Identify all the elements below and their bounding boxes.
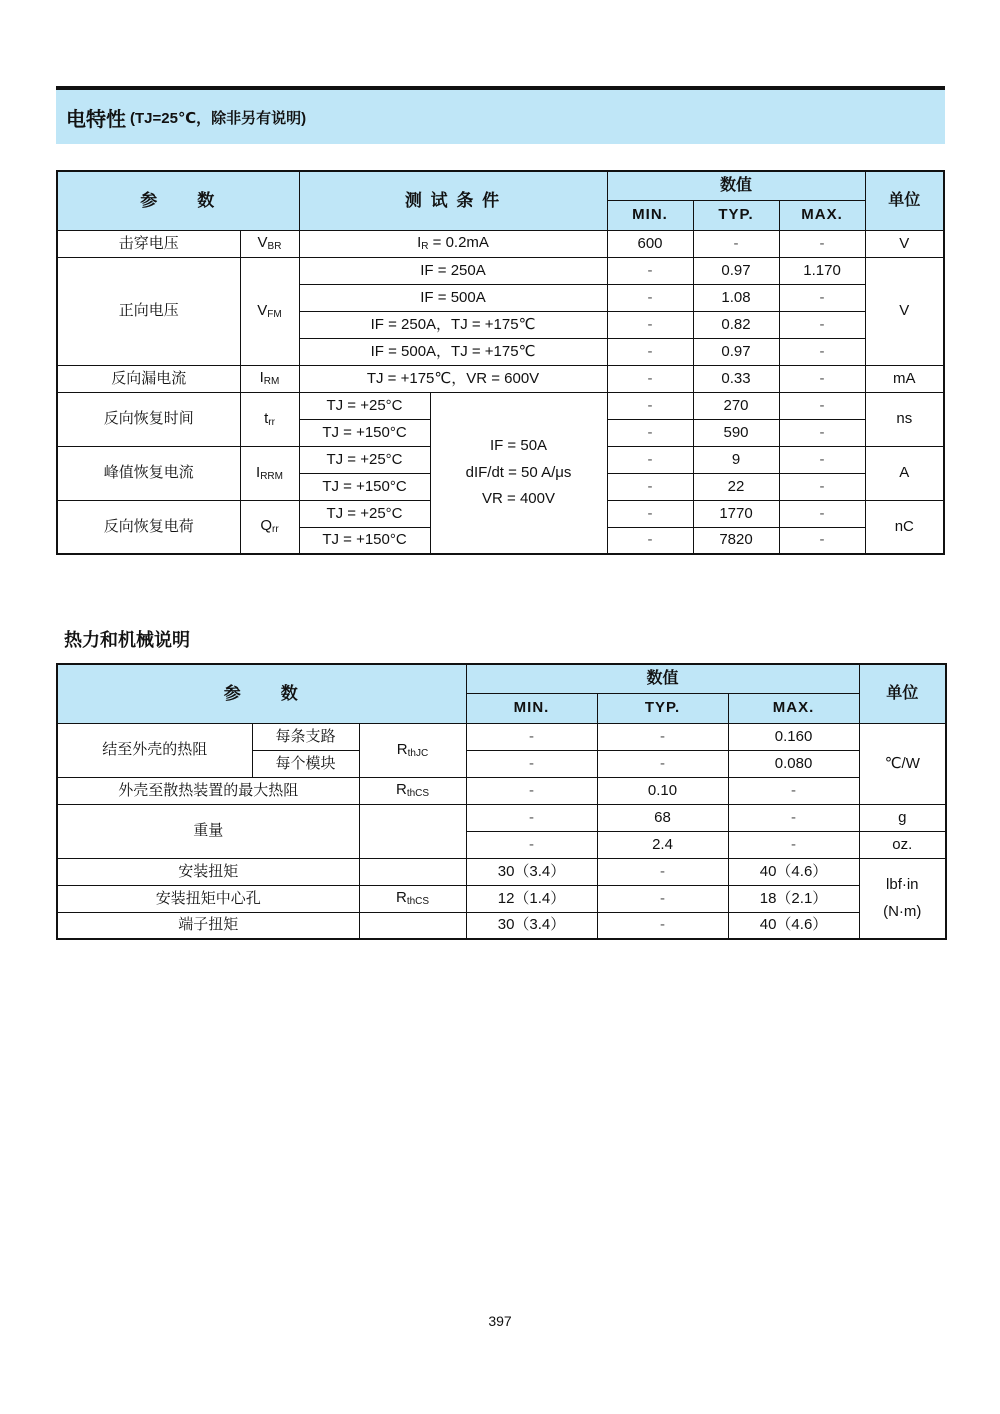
value-typ: 2.4 xyxy=(597,831,728,858)
value-typ: - xyxy=(597,723,728,750)
value-max: 40（4.6） xyxy=(728,912,859,939)
test-condition: IF = 250A，TJ = +175℃ xyxy=(299,311,607,338)
param-name: 端子扭矩 xyxy=(57,912,359,939)
value-min: - xyxy=(607,257,693,284)
unit: V xyxy=(865,230,944,257)
value-max: - xyxy=(779,338,865,365)
test-condition: $I_R = 0.2mA$ xyxy=(299,230,607,257)
value-typ: 68 xyxy=(597,804,728,831)
temperature-condition: TJ = +150°C xyxy=(299,473,430,500)
param-name: 结至外壳的热阻 xyxy=(57,723,252,777)
value-typ: - xyxy=(693,230,779,257)
value-min: - xyxy=(607,473,693,500)
param-symbol: $I_{RM}$ xyxy=(240,365,299,392)
unit: lbf·in (N·m) xyxy=(859,858,946,939)
header-max: MAX. xyxy=(779,200,865,230)
value-max: 40（4.6） xyxy=(728,858,859,885)
section-condition: (TJ=25℃，除非另有说明) xyxy=(130,109,307,127)
value-max: - xyxy=(779,527,865,554)
param-symbol: $I_{RRM}$ xyxy=(240,446,299,500)
value-typ: 0.33 xyxy=(693,365,779,392)
value-typ: - xyxy=(597,885,728,912)
value-max: - xyxy=(779,473,865,500)
value-min: - xyxy=(607,338,693,365)
value-min: - xyxy=(466,804,597,831)
value-min: 30（3.4） xyxy=(466,912,597,939)
value-max: - xyxy=(728,831,859,858)
unit: V xyxy=(865,257,944,365)
thermal-table xyxy=(56,663,947,940)
value-max: 0.080 xyxy=(728,750,859,777)
value-min: 600 xyxy=(607,230,693,257)
header-param: 参 数 xyxy=(57,664,466,723)
value-min: - xyxy=(607,527,693,554)
header-min: MIN. xyxy=(466,693,597,723)
param-name: 反向漏电流 xyxy=(57,365,240,392)
table-row xyxy=(57,230,944,257)
param-name: 正向电压 xyxy=(57,257,240,365)
value-min: - xyxy=(607,392,693,419)
param-symbol: $V_{FM}$ xyxy=(240,257,299,365)
section-title: 电特性 xyxy=(66,108,126,131)
value-max: - xyxy=(779,446,865,473)
value-max: 0.160 xyxy=(728,723,859,750)
value-typ: 270 xyxy=(693,392,779,419)
table-row xyxy=(57,365,944,392)
value-typ: 22 xyxy=(693,473,779,500)
value-min: - xyxy=(466,723,597,750)
electrical-table xyxy=(56,170,945,555)
param-name: 反向恢复电荷 xyxy=(57,500,240,554)
test-condition: IF = 500A xyxy=(299,284,607,311)
param-name: 安装扭矩中心孔 xyxy=(57,885,359,912)
value-typ: - xyxy=(597,750,728,777)
value-typ: 1770 xyxy=(693,500,779,527)
value-max: 1.170 xyxy=(779,257,865,284)
param-symbol xyxy=(359,912,466,939)
page-number: 397 xyxy=(488,1313,512,1329)
value-min: - xyxy=(607,311,693,338)
param-name: 重量 xyxy=(57,804,359,858)
table-row xyxy=(57,858,946,885)
value-min: - xyxy=(466,750,597,777)
header-typ: TYP. xyxy=(693,200,779,230)
temperature-condition: TJ = +25°C xyxy=(299,500,430,527)
param-symbol: $R_{thJC}$ xyxy=(359,723,466,777)
header-param: 参 数 xyxy=(57,171,299,230)
value-min: - xyxy=(607,419,693,446)
table-row xyxy=(57,777,946,804)
table-row xyxy=(57,723,946,750)
unit: oz. xyxy=(859,831,946,858)
param-name: 击穿电压 xyxy=(57,230,240,257)
table-row xyxy=(57,392,944,419)
value-max: - xyxy=(779,284,865,311)
table-row xyxy=(57,885,946,912)
value-min: - xyxy=(466,777,597,804)
recovery-test-condition: IF = 50A dIF/dt = 50 A/μs VR = 400V xyxy=(430,392,607,554)
header-value: 数值 xyxy=(607,171,865,200)
param-symbol: $Q_{rr}$ xyxy=(240,500,299,554)
unit: nC xyxy=(865,500,944,554)
test-condition: IF = 500A，TJ = +175℃ xyxy=(299,338,607,365)
value-min: - xyxy=(607,500,693,527)
param-symbol: $R_{thCS}$ xyxy=(359,885,466,912)
temperature-condition: TJ = +25°C xyxy=(299,446,430,473)
value-typ: 7820 xyxy=(693,527,779,554)
param-symbol: $V_{BR}$ xyxy=(240,230,299,257)
value-typ: 0.97 xyxy=(693,338,779,365)
param-symbol: $t_{rr}$ xyxy=(240,392,299,446)
value-typ: 1.08 xyxy=(693,284,779,311)
param-name: 峰值恢复电流 xyxy=(57,446,240,500)
value-min: - xyxy=(466,831,597,858)
unit: g xyxy=(859,804,946,831)
header-unit: 单位 xyxy=(865,171,944,230)
temperature-condition: TJ = +150°C xyxy=(299,527,430,554)
test-condition: IF = 250A xyxy=(299,257,607,284)
param-symbol: $R_{thCS}$ xyxy=(359,777,466,804)
param-name: 反向恢复时间 xyxy=(57,392,240,446)
header-unit: 单位 xyxy=(859,664,946,723)
value-typ: 0.10 xyxy=(597,777,728,804)
value-min: - xyxy=(607,365,693,392)
header-value: 数值 xyxy=(466,664,859,693)
unit: ℃/W xyxy=(859,723,946,804)
header-test-conditions: 测 试 条 件 xyxy=(299,171,607,230)
value-typ: 9 xyxy=(693,446,779,473)
temperature-condition: TJ = +150°C xyxy=(299,419,430,446)
unit: A xyxy=(865,446,944,500)
param-name: 安装扭矩 xyxy=(57,858,359,885)
header-min: MIN. xyxy=(607,200,693,230)
value-max: - xyxy=(779,419,865,446)
header-typ: TYP. xyxy=(597,693,728,723)
value-typ: - xyxy=(597,912,728,939)
section-banner xyxy=(56,90,945,144)
unit: ns xyxy=(865,392,944,446)
value-min: 30（3.4） xyxy=(466,858,597,885)
value-max: - xyxy=(779,230,865,257)
value-min: - xyxy=(607,284,693,311)
table-row xyxy=(57,912,946,939)
value-min: - xyxy=(607,446,693,473)
param-subcondition: 每条支路 xyxy=(252,723,359,750)
param-symbol xyxy=(359,804,466,858)
value-max: - xyxy=(779,311,865,338)
value-typ: 590 xyxy=(693,419,779,446)
value-max: - xyxy=(779,500,865,527)
value-max: - xyxy=(779,392,865,419)
table-row xyxy=(57,804,946,831)
unit: mA xyxy=(865,365,944,392)
header-max: MAX. xyxy=(728,693,859,723)
value-typ: - xyxy=(597,858,728,885)
value-min: 12（1.4） xyxy=(466,885,597,912)
value-typ: 0.97 xyxy=(693,257,779,284)
thermal-section-title: 热力和机械说明 xyxy=(64,630,190,650)
param-name: 外壳至散热装置的最大热阻 xyxy=(57,777,359,804)
value-max: - xyxy=(728,777,859,804)
test-condition: TJ = +175℃，VR = 600V xyxy=(299,365,607,392)
value-typ: 0.82 xyxy=(693,311,779,338)
value-max: 18（2.1） xyxy=(728,885,859,912)
temperature-condition: TJ = +25°C xyxy=(299,392,430,419)
value-max: - xyxy=(728,804,859,831)
value-max: - xyxy=(779,365,865,392)
table-row xyxy=(57,257,944,284)
param-subcondition: 每个模块 xyxy=(252,750,359,777)
param-symbol xyxy=(359,858,466,885)
